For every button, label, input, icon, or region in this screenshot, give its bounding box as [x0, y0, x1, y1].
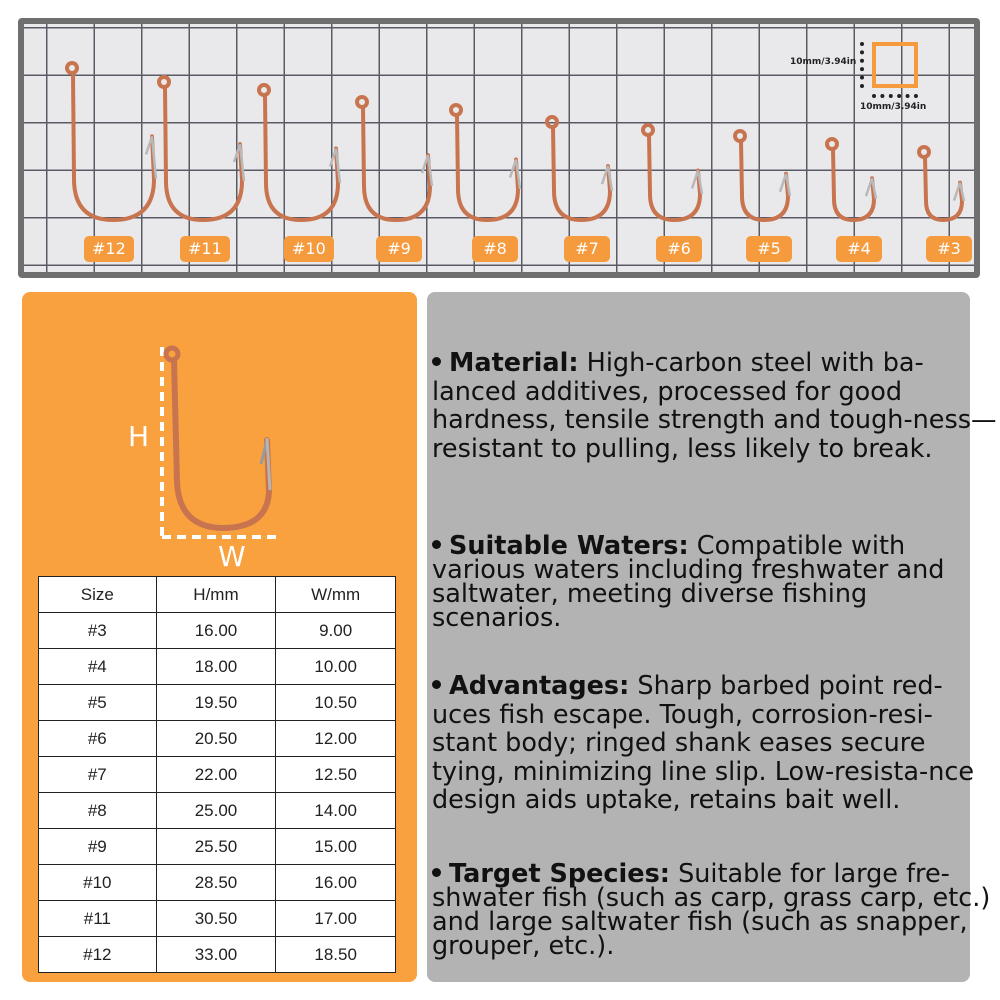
- fishing-hook-9: [357, 97, 432, 220]
- fishing-hook-7: [547, 117, 612, 220]
- feature-target-species: [432, 859, 997, 961]
- fishing-hook-4: [827, 139, 876, 220]
- fishing-hook-6: [643, 125, 702, 220]
- width-cell: 12.50: [276, 757, 396, 793]
- size-cell: #3: [39, 613, 157, 649]
- hook-size-tag: #3: [926, 236, 972, 262]
- bullet-icon: [432, 868, 441, 877]
- hook-size-tag: #11: [180, 236, 230, 262]
- column-header: W/mm: [276, 577, 396, 613]
- size-spec-panel: [22, 292, 417, 982]
- width-cell: 12.00: [276, 721, 396, 757]
- fishing-hook-12: [67, 63, 156, 220]
- size-cell: #5: [39, 685, 157, 721]
- hook-size-tag: #9: [376, 236, 422, 262]
- fishing-hook-3: [919, 147, 964, 220]
- width-cell: 15.00: [276, 829, 396, 865]
- hook-size-tag: #4: [836, 236, 882, 262]
- feature-title: Suitable Waters:: [449, 531, 689, 561]
- height-cell: 19.50: [156, 685, 276, 721]
- scale-dotted-line-vertical: [860, 42, 864, 88]
- height-label: H: [128, 420, 150, 453]
- scale-label-vertical: 10mm/3.94in: [790, 57, 857, 67]
- hook-photo-panel: [18, 18, 980, 278]
- bullet-icon: [432, 357, 441, 366]
- bullet-icon: [432, 680, 441, 689]
- measurement-grid: [24, 24, 974, 272]
- fishing-hook-5: [735, 131, 790, 220]
- width-cell: 16.00: [276, 865, 396, 901]
- column-header: Size: [39, 577, 157, 613]
- hook-size-tag: #8: [472, 236, 518, 262]
- features-panel: [427, 292, 997, 982]
- fishing-hook-10: [259, 85, 340, 220]
- size-cell: #6: [39, 721, 157, 757]
- hook-size-tag: #12: [84, 236, 134, 262]
- height-cell: 18.00: [156, 649, 276, 685]
- height-cell: 22.00: [156, 757, 276, 793]
- fishing-hook-11: [159, 77, 244, 220]
- table-row: [39, 685, 396, 721]
- bullet-icon: [432, 540, 441, 549]
- hook-size-tag: #5: [746, 236, 792, 262]
- fishing-hook-8: [451, 105, 520, 220]
- height-cell: 20.50: [156, 721, 276, 757]
- size-cell: #9: [39, 829, 157, 865]
- table-row: [39, 613, 396, 649]
- feature-suitable-waters: [432, 531, 997, 633]
- height-cell: 16.00: [156, 613, 276, 649]
- size-cell: #4: [39, 649, 157, 685]
- feature-text: High-carbon steel with ba-lanced additives, processed for good hardness, tensile strength and tough-ness—resistant to pulling, less likely to break.: [432, 348, 997, 464]
- size-cell: #10: [39, 865, 157, 901]
- table-row: [39, 793, 396, 829]
- hook-size-tag: #7: [564, 236, 610, 262]
- hook-drawing: [166, 348, 270, 528]
- feature-title: Material:: [449, 348, 579, 378]
- height-cell: 25.50: [156, 829, 276, 865]
- table-header-row: [39, 577, 396, 613]
- feature-text: Suitable for large fre-shwater fish (such as carp, grass carp, etc.) and large saltwater fish (such as snapper, grouper, etc.).: [432, 859, 991, 961]
- column-header: H/mm: [156, 577, 276, 613]
- width-cell: 14.00: [276, 793, 396, 829]
- table-row: [39, 937, 396, 973]
- scale-dotted-line-horizontal: [872, 94, 918, 98]
- hook-dimension-diagram: [117, 332, 317, 602]
- width-cell: 18.50: [276, 937, 396, 973]
- width-cell: 10.00: [276, 649, 396, 685]
- hook-size-tag: #6: [656, 236, 702, 262]
- feature-title: Target Species:: [449, 859, 670, 889]
- width-cell: 17.00: [276, 901, 396, 937]
- scale-label-horizontal: 10mm/3.94in: [860, 102, 927, 112]
- height-cell: 25.00: [156, 793, 276, 829]
- feature-advantages: [432, 672, 997, 815]
- table-row: [39, 649, 396, 685]
- width-cell: 9.00: [276, 613, 396, 649]
- size-cell: #8: [39, 793, 157, 829]
- feature-material: [432, 349, 997, 463]
- height-cell: 28.50: [156, 865, 276, 901]
- scale-reference-square: [872, 42, 918, 88]
- height-cell: 33.00: [156, 937, 276, 973]
- width-label: W: [218, 540, 246, 573]
- table-row: [39, 865, 396, 901]
- feature-title: Advantages:: [449, 671, 630, 701]
- feature-text: Sharp barbed point red-uces fish escape. Tough, corrosion-resi-stant body; ringed shank eases secure tying, minimizing line slip. Low-resista-nce design aids uptake, retains bait well.: [432, 671, 975, 815]
- hook-size-table: [38, 576, 396, 973]
- size-cell: #12: [39, 937, 157, 973]
- table-row: [39, 721, 396, 757]
- size-cell: #7: [39, 757, 157, 793]
- table-row: [39, 757, 396, 793]
- hook-size-tag: #10: [284, 236, 334, 262]
- width-cell: 10.50: [276, 685, 396, 721]
- height-cell: 30.50: [156, 901, 276, 937]
- table-row: [39, 829, 396, 865]
- feature-text: Compatible with various waters including freshwater and saltwater, meeting diverse fishing scenarios.: [432, 531, 945, 633]
- table-row: [39, 901, 396, 937]
- size-cell: #11: [39, 901, 157, 937]
